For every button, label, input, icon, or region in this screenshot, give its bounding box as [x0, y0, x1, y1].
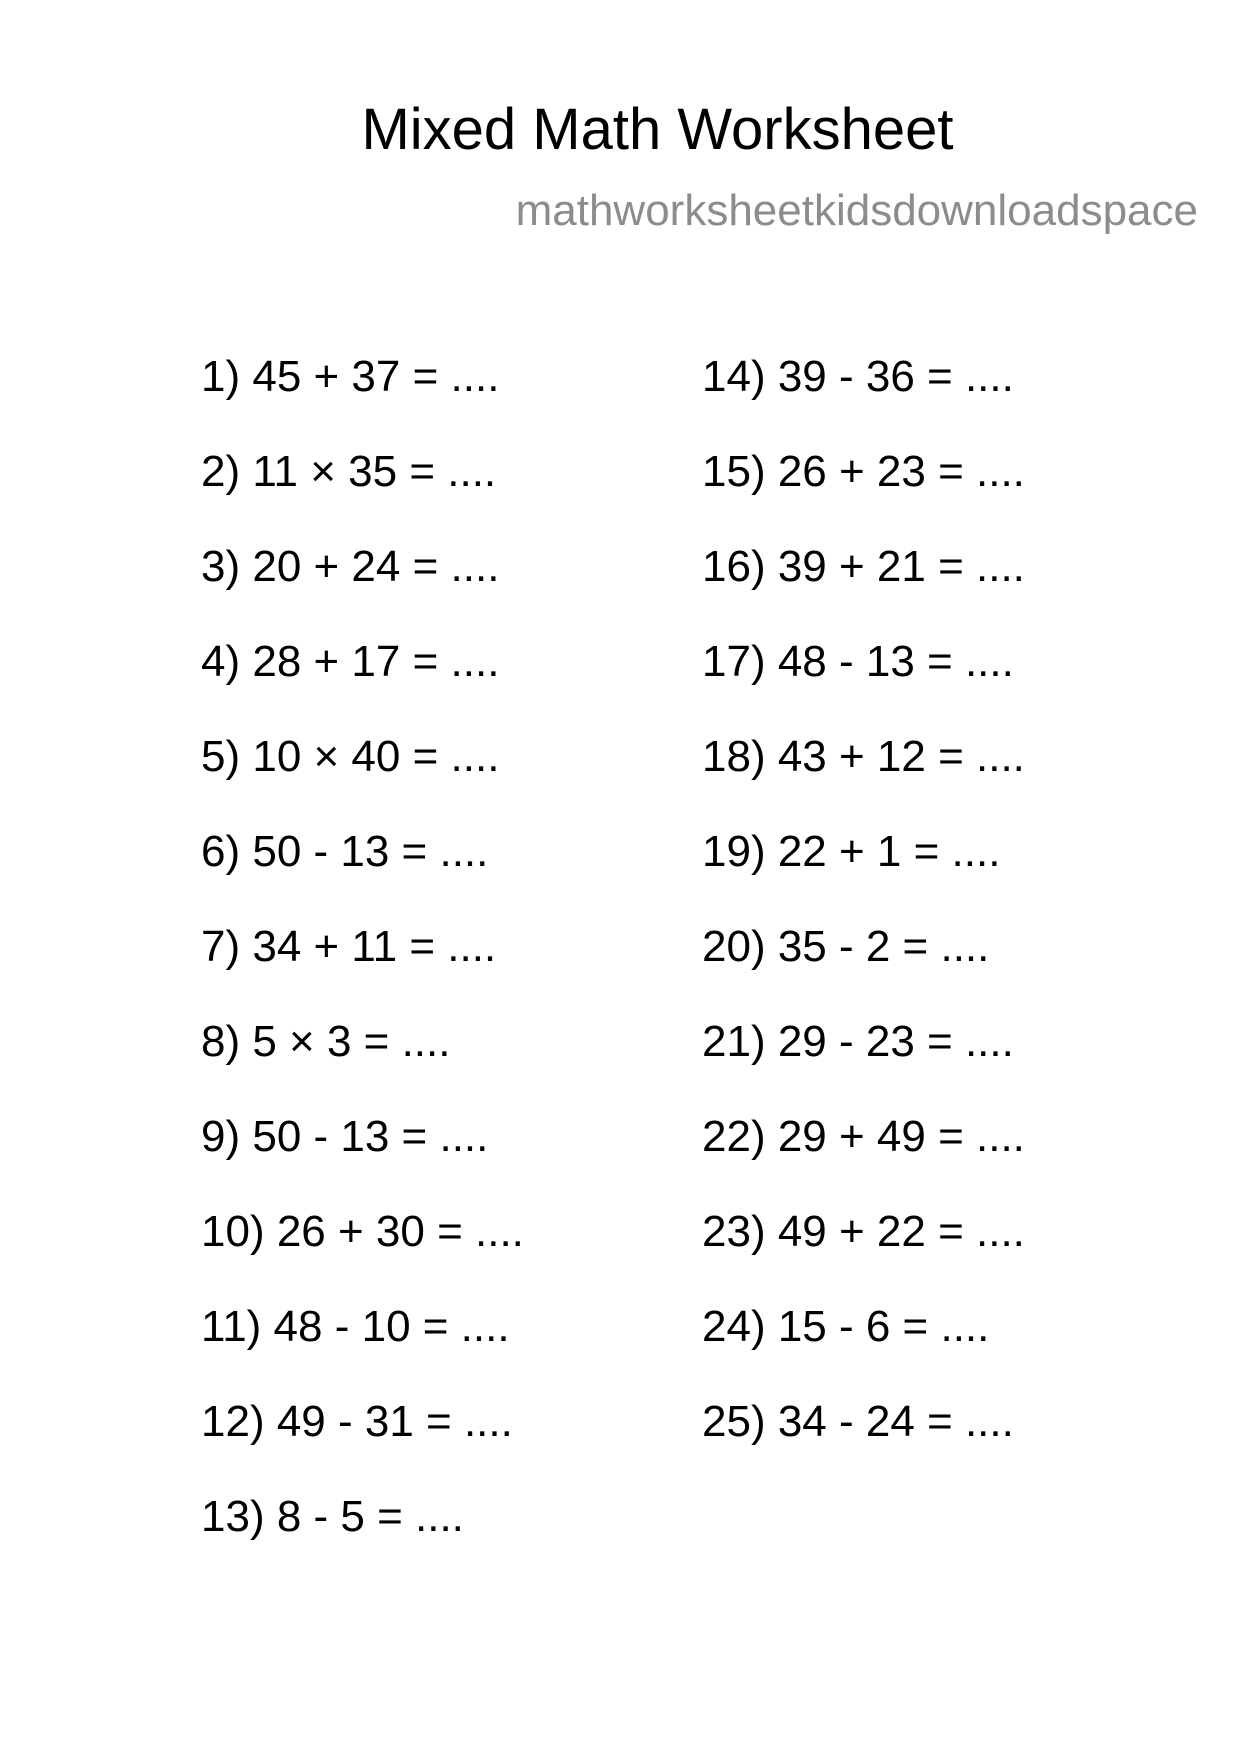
problem-item: 6) 50 - 13 = ....: [201, 827, 489, 876]
problem-item: 2) 11 × 35 = ....: [201, 447, 497, 496]
problem-item: 13) 8 - 5 = ....: [201, 1492, 464, 1541]
problem-item: 23) 49 + 22 = ....: [702, 1207, 1025, 1256]
problem-column-right: [702, 352, 1025, 1492]
problem-item: 19) 22 + 1 = ....: [702, 827, 1001, 876]
problem-item: 3) 20 + 24 = ....: [201, 542, 500, 591]
problem-item: 18) 43 + 12 = ....: [702, 732, 1025, 781]
problem-item: 17) 48 - 13 = ....: [702, 637, 1014, 686]
problem-item: 16) 39 + 21 = ....: [702, 542, 1025, 591]
problem-item: 14) 39 - 36 = ....: [702, 352, 1014, 401]
problem-item: 20) 35 - 2 = ....: [702, 922, 990, 971]
problem-item: 15) 26 + 23 = ....: [702, 447, 1025, 496]
problem-item: 5) 10 × 40 = ....: [201, 732, 500, 781]
watermark-text: mathworksheetkidsdownloadspace: [515, 186, 1198, 235]
problem-item: 25) 34 - 24 = ....: [702, 1397, 1014, 1446]
problem-item: 21) 29 - 23 = ....: [702, 1017, 1014, 1066]
problem-column-left: [201, 352, 524, 1587]
worksheet-title: Mixed Math Worksheet: [361, 97, 954, 162]
problem-item: 22) 29 + 49 = ....: [702, 1112, 1025, 1161]
problem-item: 8) 5 × 3 = ....: [201, 1017, 451, 1066]
problem-item: 9) 50 - 13 = ....: [201, 1112, 489, 1161]
problem-item: 7) 34 + 11 = ....: [201, 922, 497, 971]
problem-item: 12) 49 - 31 = ....: [201, 1397, 513, 1446]
problem-item: 24) 15 - 6 = ....: [702, 1302, 990, 1351]
problem-item: 10) 26 + 30 = ....: [201, 1207, 524, 1256]
problem-item: 4) 28 + 17 = ....: [201, 637, 500, 686]
problem-item: 1) 45 + 37 = ....: [201, 352, 500, 401]
problem-item: 11) 48 - 10 = ....: [201, 1302, 510, 1351]
